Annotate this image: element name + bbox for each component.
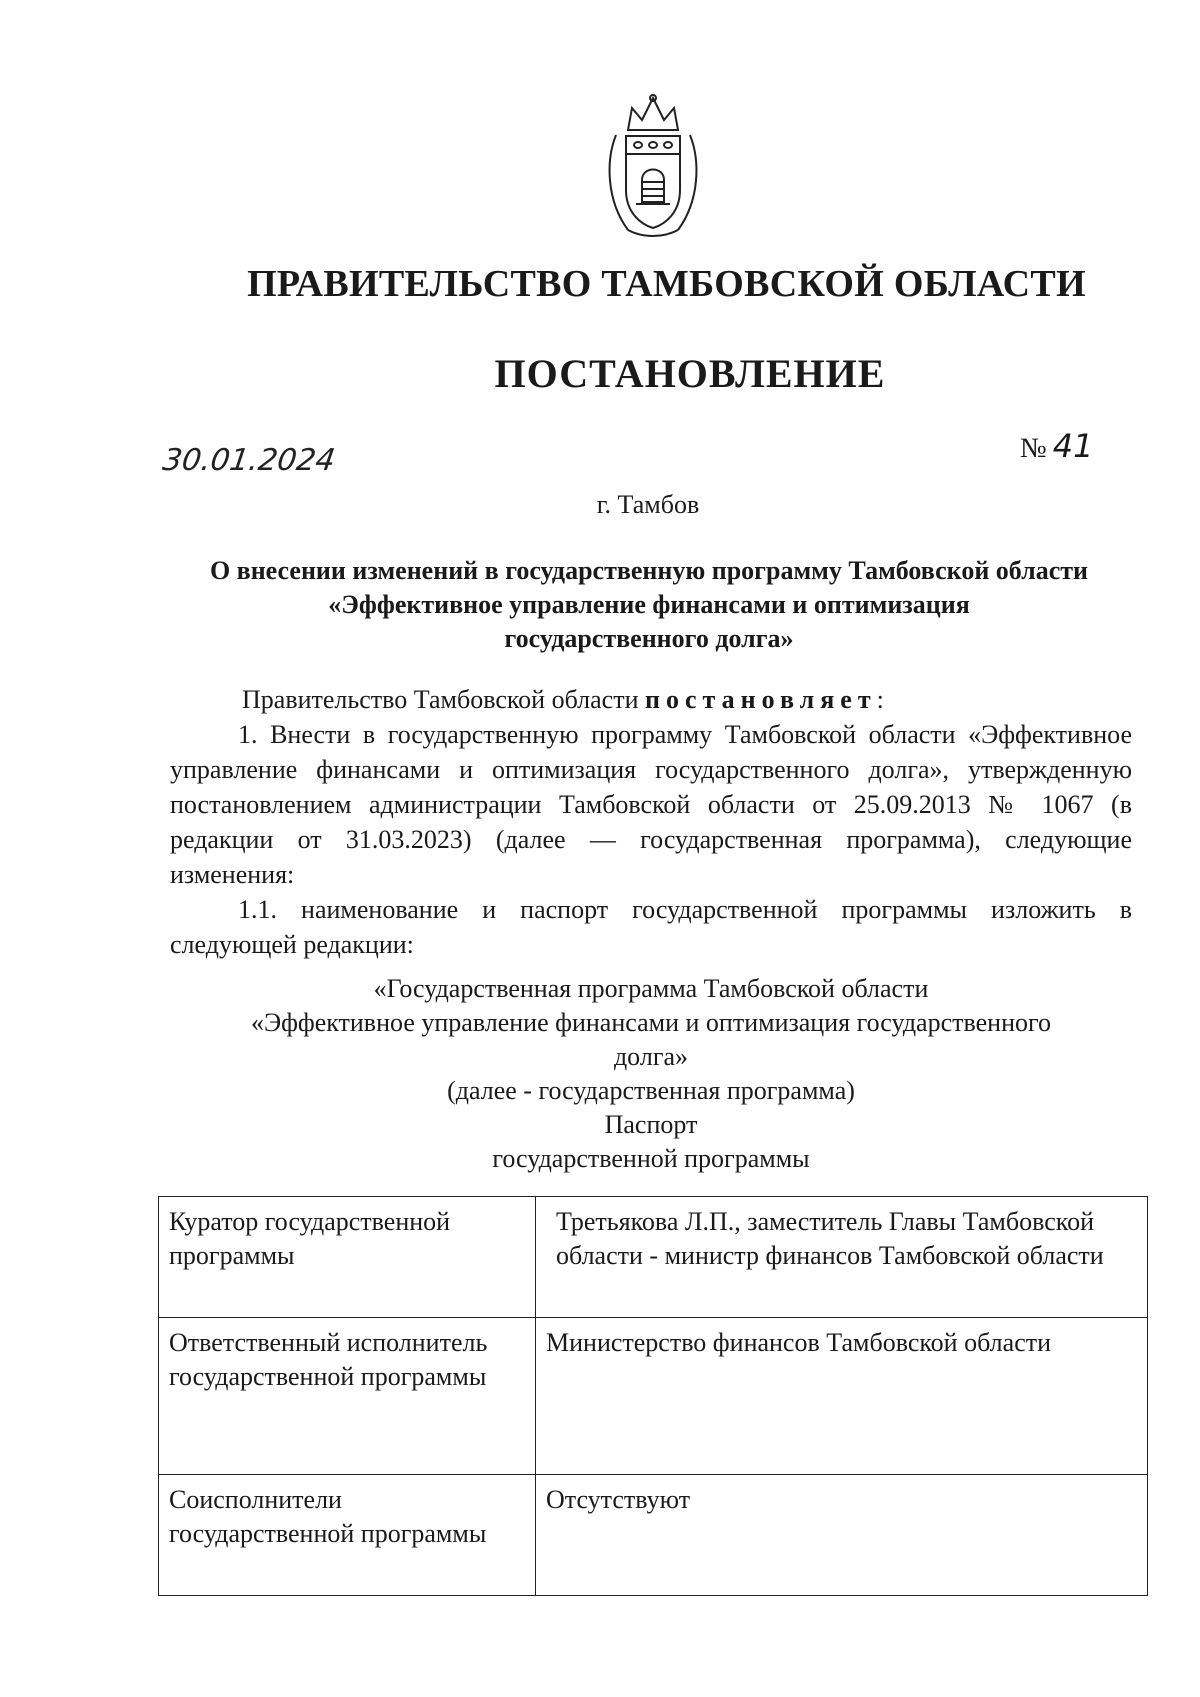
table-row <box>159 1475 1148 1596</box>
section-line: государственной программы <box>492 1144 810 1173</box>
section-line: «Государственная программа Тамбовской области <box>373 974 929 1003</box>
document-subject <box>160 554 1138 656</box>
table-row <box>159 1318 1148 1475</box>
number-value: 41 <box>1052 427 1094 465</box>
resolution-preamble <box>170 682 1132 717</box>
coat-of-arms-emblem <box>598 90 708 240</box>
section-line: «Эффективное управление финансами и оптимизация государственного <box>251 1008 1051 1037</box>
table-cell-key: Куратор государственной программы <box>159 1197 536 1318</box>
passport-table <box>158 1196 1148 1596</box>
document-type-title: ПОСТАНОВЛЕНИЕ <box>494 351 886 396</box>
document-number <box>1020 427 1093 465</box>
table-cell-key: Соисполнители государственной программы <box>159 1475 536 1596</box>
section-line: (далее - государственная программа) <box>447 1076 855 1105</box>
section-line: Паспорт <box>604 1110 698 1139</box>
preamble-lead: Правительство Тамбовской области <box>242 685 645 714</box>
subject-line: «Эффективное управление финансами и оптимизация <box>328 590 970 619</box>
preamble-verb: постановляет <box>645 685 877 714</box>
city-label: г. Тамбов <box>596 490 700 519</box>
organization-title: ПРАВИТЕЛЬСТВО ТАМБОВСКОЙ ОБЛАСТИ <box>247 263 1086 305</box>
clause-1: 1. Внести в государственную программу Тамбовской области «Эффективное управление финансами и оптимизация государственного долга», утвержденную постановлением администрации Тамбовской области от 25.09.2013 № 1067 (в редакции от 31.03.2023) (далее — государственная программа), следующие изменения: <box>170 720 1132 889</box>
section-line: долга» <box>613 1042 689 1071</box>
program-section-heading <box>170 972 1132 1176</box>
table-row <box>159 1197 1148 1318</box>
document-date: 30.01.2024 <box>160 443 338 478</box>
subject-line: О внесении изменений в государственную программу Тамбовской области <box>209 556 1089 585</box>
table-cell-value: Отсутствуют <box>536 1475 1148 1596</box>
table-cell-value: Третьякова Л.П., заместитель Главы Тамбовской области - министр финансов Тамбовской области <box>536 1197 1148 1318</box>
number-label: № <box>1020 433 1047 464</box>
document-body <box>170 682 1132 962</box>
table-cell-value: Министерство финансов Тамбовской области <box>536 1318 1148 1475</box>
table-cell-key: Ответственный исполнитель государственной программы <box>159 1318 536 1475</box>
subject-line: государственного долга» <box>504 624 794 653</box>
preamble-tail: : <box>876 685 884 714</box>
clause-1-1: 1.1. наименование и паспорт государственной программы изложить в следующей редакции: <box>170 895 1132 959</box>
